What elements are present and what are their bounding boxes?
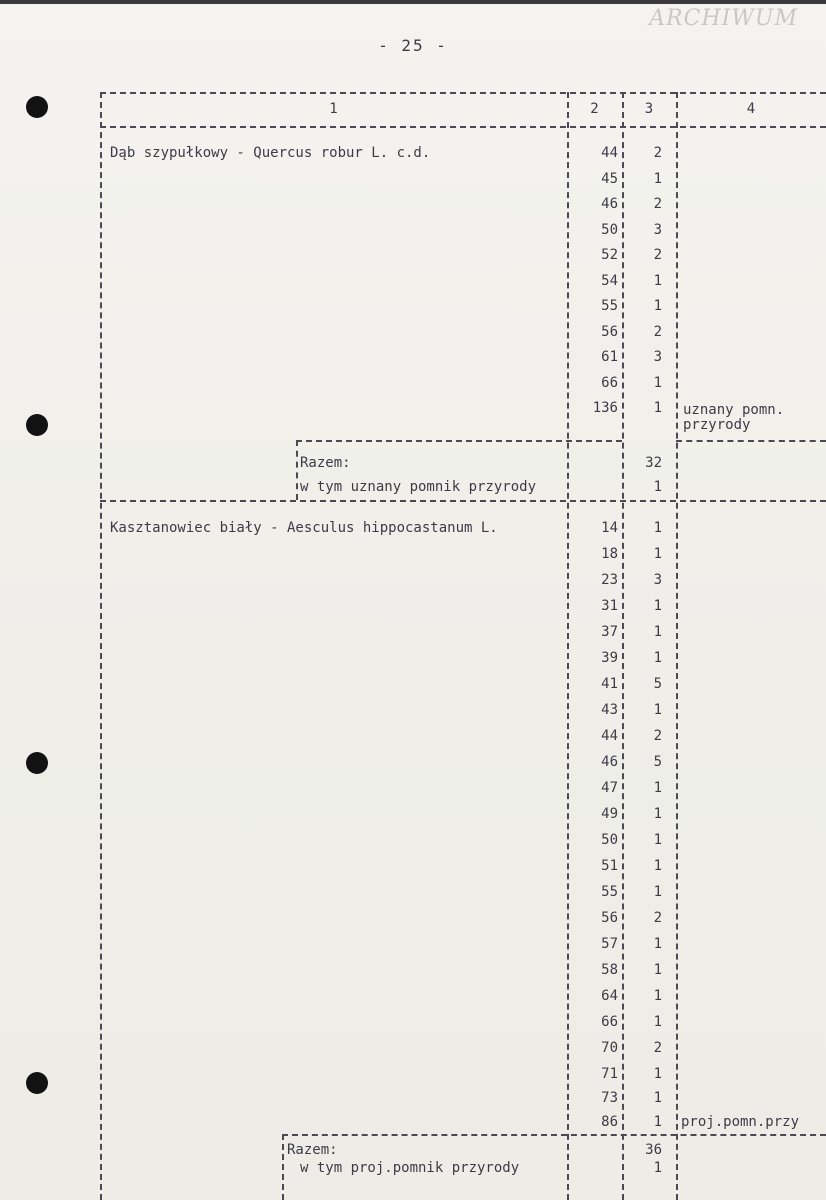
plot-number: 50 bbox=[601, 832, 618, 848]
species-name: Kasztanowiec biały - Aesculus hippocastanum L. bbox=[110, 520, 498, 536]
plot-number: 52 bbox=[601, 247, 618, 263]
subtotal-value: 1 bbox=[653, 1160, 662, 1176]
tree-count: 1 bbox=[653, 780, 662, 796]
plot-number: 57 bbox=[601, 936, 618, 952]
plot-number: 55 bbox=[601, 884, 618, 900]
col2-divider bbox=[567, 92, 569, 1200]
tree-count: 2 bbox=[653, 145, 662, 161]
faint-stamp: ARCHIWUM bbox=[649, 6, 798, 31]
tree-count: 2 bbox=[653, 1040, 662, 1056]
col3-divider bbox=[622, 92, 624, 1200]
tree-count: 1 bbox=[653, 1014, 662, 1030]
tree-count: 3 bbox=[653, 572, 662, 588]
plot-number: 51 bbox=[601, 858, 618, 874]
page-number: - 25 - bbox=[378, 36, 448, 55]
header-rule bbox=[100, 126, 826, 128]
note-rule bbox=[676, 440, 826, 442]
tree-count: 2 bbox=[653, 728, 662, 744]
tree-count: 1 bbox=[653, 520, 662, 536]
header-col1: 1 bbox=[329, 101, 338, 117]
tree-count: 1 bbox=[653, 858, 662, 874]
plot-number: 55 bbox=[601, 298, 618, 314]
tree-count: 2 bbox=[653, 910, 662, 926]
plot-number: 45 bbox=[601, 171, 618, 187]
col4-divider bbox=[676, 92, 678, 1200]
tree-count: 1 bbox=[653, 832, 662, 848]
punch-hole bbox=[26, 96, 48, 118]
punch-hole bbox=[26, 752, 48, 774]
remark: uznany pomn. bbox=[683, 402, 785, 418]
header-col4: 4 bbox=[746, 101, 756, 117]
plot-number: 18 bbox=[601, 546, 618, 562]
tree-count: 5 bbox=[653, 754, 662, 770]
plot-number: 49 bbox=[601, 806, 618, 822]
plot-number: 23 bbox=[601, 572, 618, 588]
total-left-rule bbox=[282, 1134, 284, 1200]
tree-count: 1 bbox=[653, 1090, 662, 1106]
plot-number: 46 bbox=[601, 196, 618, 212]
plot-number: 56 bbox=[601, 324, 618, 340]
total-top-rule bbox=[296, 440, 622, 442]
scan-edge bbox=[0, 0, 826, 4]
tree-count: 1 bbox=[653, 1114, 662, 1130]
tree-count: 1 bbox=[653, 988, 662, 1004]
total-label: Razem: bbox=[287, 1142, 338, 1158]
punch-hole bbox=[26, 1072, 48, 1094]
plot-number: 73 bbox=[601, 1090, 618, 1106]
plot-number: 54 bbox=[601, 273, 618, 289]
tree-count: 1 bbox=[653, 1066, 662, 1082]
plot-number: 66 bbox=[601, 1014, 618, 1030]
header-col2: 2 bbox=[590, 101, 599, 117]
tree-count: 1 bbox=[653, 598, 662, 614]
total-label: Razem: bbox=[300, 455, 351, 471]
tree-count: 2 bbox=[653, 196, 662, 212]
plot-number: 136 bbox=[592, 400, 618, 416]
tree-count: 1 bbox=[653, 650, 662, 666]
plot-number: 50 bbox=[601, 222, 618, 238]
tree-count: 1 bbox=[653, 298, 662, 314]
plot-number: 70 bbox=[601, 1040, 618, 1056]
subtotal-value: 1 bbox=[653, 479, 662, 495]
total-value: 36 bbox=[645, 1142, 662, 1158]
tree-count: 1 bbox=[653, 171, 662, 187]
species-name: Dąb szypułkowy - Quercus robur L. c.d. bbox=[110, 145, 431, 161]
tree-count: 1 bbox=[653, 702, 662, 718]
tree-count: 1 bbox=[653, 624, 662, 640]
plot-number: 47 bbox=[601, 780, 618, 796]
subtotal-label: w tym uznany pomnik przyrody bbox=[300, 479, 537, 495]
total-top-rule bbox=[282, 1134, 826, 1136]
tree-count: 1 bbox=[653, 400, 662, 416]
plot-number: 56 bbox=[601, 910, 618, 926]
plot-number: 46 bbox=[601, 754, 618, 770]
tree-count: 1 bbox=[653, 806, 662, 822]
tree-count: 3 bbox=[653, 349, 662, 365]
remark: przyrody bbox=[683, 417, 751, 433]
plot-number: 44 bbox=[601, 145, 618, 161]
plot-number: 39 bbox=[601, 650, 618, 666]
tree-count: 1 bbox=[653, 375, 662, 391]
tree-count: 1 bbox=[653, 273, 662, 289]
plot-number: 41 bbox=[601, 676, 618, 692]
total-value: 32 bbox=[645, 455, 662, 471]
plot-number: 64 bbox=[601, 988, 618, 1004]
plot-number: 61 bbox=[601, 349, 618, 365]
punch-hole bbox=[26, 414, 48, 436]
plot-number: 71 bbox=[601, 1066, 618, 1082]
plot-number: 37 bbox=[601, 624, 618, 640]
section-rule bbox=[100, 500, 826, 502]
tree-count: 5 bbox=[653, 676, 662, 692]
plot-number: 14 bbox=[601, 520, 618, 536]
remark: proj.pomn.przy bbox=[681, 1114, 800, 1130]
tree-count: 3 bbox=[653, 222, 662, 238]
plot-number: 44 bbox=[601, 728, 618, 744]
table-left-border bbox=[100, 92, 102, 1200]
plot-number: 86 bbox=[601, 1114, 618, 1130]
plot-number: 58 bbox=[601, 962, 618, 978]
tree-count: 1 bbox=[653, 936, 662, 952]
plot-number: 66 bbox=[601, 375, 618, 391]
header-col3: 3 bbox=[644, 101, 654, 117]
tree-count: 1 bbox=[653, 962, 662, 978]
tree-count: 2 bbox=[653, 247, 662, 263]
table-top-rule bbox=[100, 92, 826, 94]
plot-number: 43 bbox=[601, 702, 618, 718]
tree-count: 1 bbox=[653, 884, 662, 900]
plot-number: 31 bbox=[601, 598, 618, 614]
subtotal-label: w tym proj.pomnik przyrody bbox=[300, 1160, 520, 1176]
tree-count: 1 bbox=[653, 546, 662, 562]
tree-count: 2 bbox=[653, 324, 662, 340]
total-left-rule bbox=[296, 440, 298, 500]
